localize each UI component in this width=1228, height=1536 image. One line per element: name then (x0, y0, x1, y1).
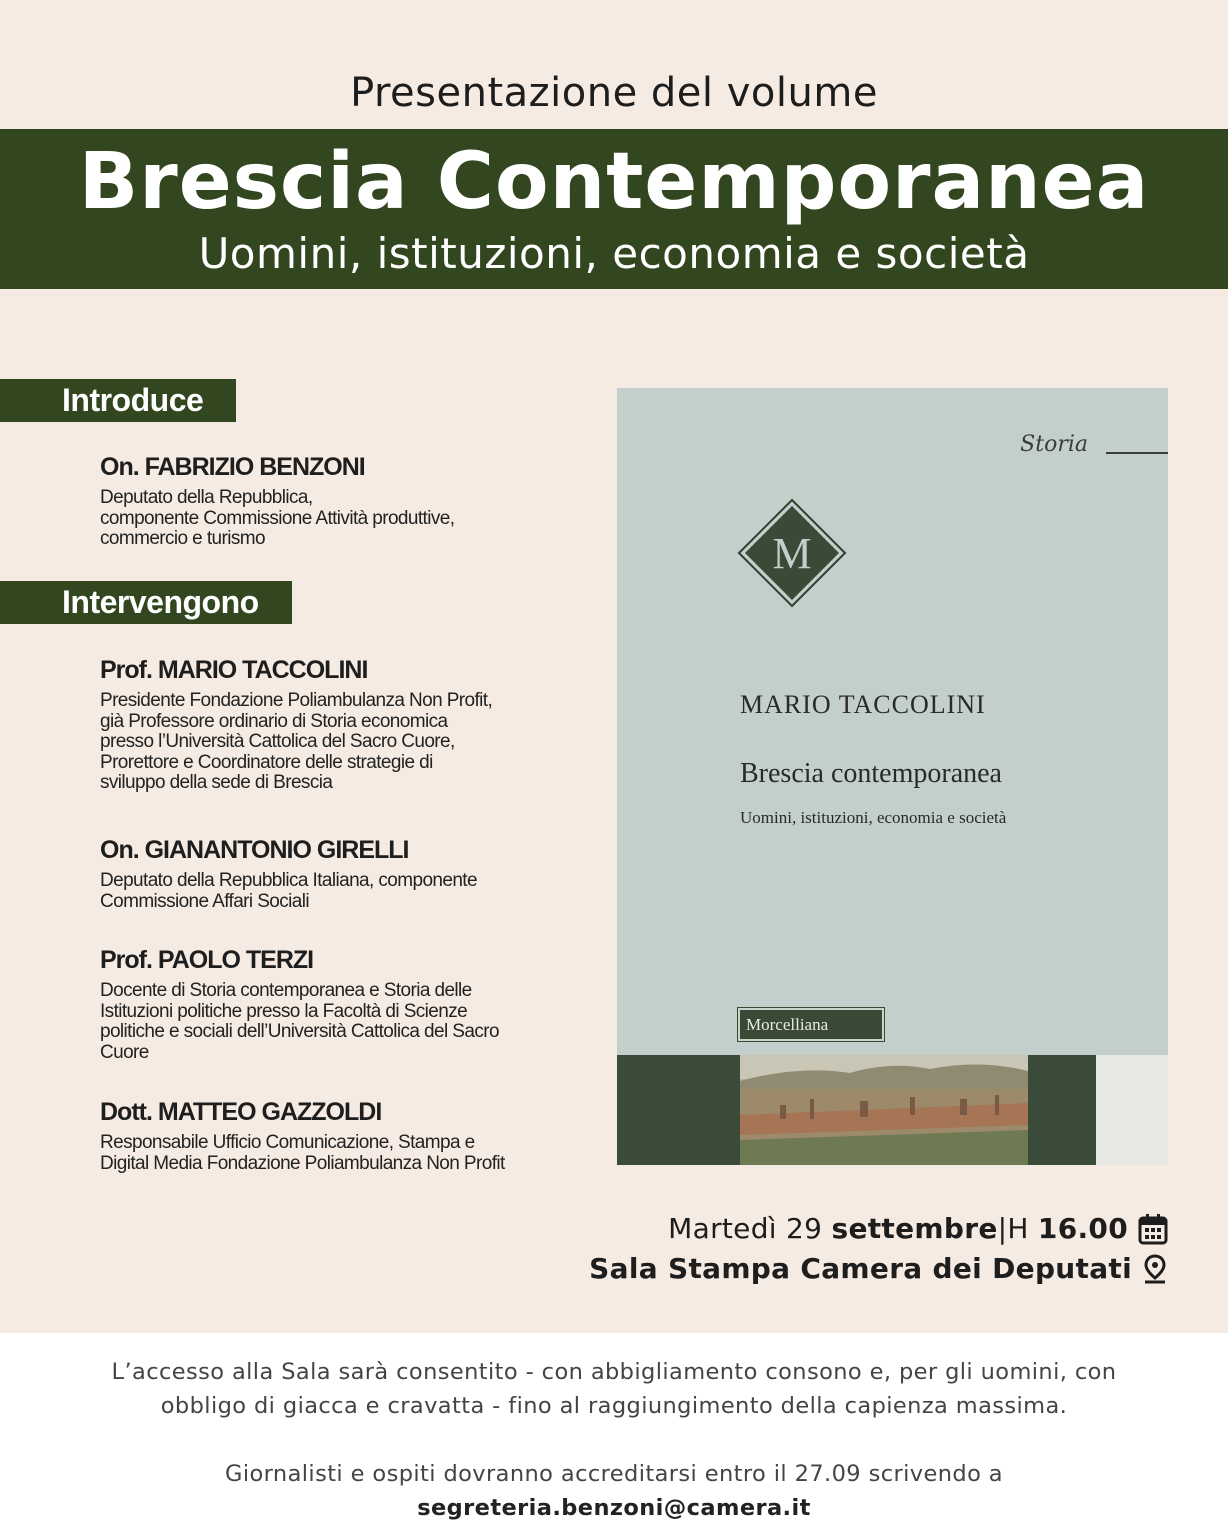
section-intervengono: Intervengono (0, 581, 292, 624)
section-introduce: Introduce (0, 379, 236, 422)
time-separator: |H (997, 1212, 1029, 1245)
cover-band-light (1096, 1055, 1168, 1165)
contact-email-link[interactable]: segreteria.benzoni@camera.it (417, 1495, 811, 1521)
speaker-role (100, 981, 580, 1063)
role-line: Presidente Fondazione Poliambulanza Non Profit, (100, 690, 493, 711)
logo-letter: M (772, 529, 812, 578)
role-line: Prorettore e Coordinatore delle strategie di (100, 751, 433, 773)
speaker-taccolini (100, 655, 580, 794)
speaker-gazzoldi (100, 1097, 580, 1174)
role-line: politiche e sociali dell’Università Cattolica del Sacro (100, 1021, 499, 1042)
event-day: Martedì 29 (668, 1212, 823, 1245)
book-subtitle: Uomini, istituzioni, economia e società (740, 808, 1007, 827)
book-author: MARIO TACCOLINI (740, 690, 986, 719)
book-cover (617, 388, 1168, 1165)
role-line: Istituzioni politiche presso la Facoltà di Scienze (100, 1000, 468, 1022)
role-line: Cuore (100, 1041, 149, 1063)
speaker-terzi (100, 945, 580, 1063)
speaker-name: On. GIANANTONIO GIRELLI (100, 836, 409, 864)
location-pin-icon (1142, 1254, 1168, 1284)
role-line: Deputato della Repubblica Italiana, componente (100, 870, 477, 891)
role-line: Responsabile Ufficio Comunicazione, Stampa e (100, 1132, 475, 1153)
calendar-icon (1138, 1213, 1168, 1245)
footer-notice (0, 1333, 1228, 1536)
speaker-name: Dott. MATTEO GAZZOLDI (100, 1098, 382, 1126)
speaker-role (100, 691, 580, 794)
event-time: 16.00 (1037, 1212, 1128, 1245)
role-line: presso l’Università Cattolica del Sacro Cuore, (100, 731, 455, 752)
speaker-name: On. FABRIZIO BENZONI (100, 453, 365, 481)
access-notice (0, 1355, 1228, 1423)
title-band (0, 129, 1228, 289)
publisher-logo-icon (735, 496, 849, 610)
accreditation-notice (0, 1457, 1228, 1525)
role-line: commercio e turismo (100, 528, 265, 549)
event-venue (589, 1252, 1168, 1285)
role-line: Commissione Affari Sociali (100, 890, 309, 912)
pre-title: Presentazione del volume (350, 70, 878, 116)
role-line: Digital Media Fondazione Poliambulanza Non Profit (100, 1152, 505, 1174)
role-line: già Professore ordinario di Storia economica (100, 710, 448, 732)
event-month: settembre (831, 1212, 998, 1245)
speaker-role (100, 1133, 580, 1174)
access-line: L’accesso alla Sala sarà consentito - con abbigliamento consono e, per gli uomini, con (111, 1359, 1117, 1385)
main-title: Brescia Contemporanea (78, 137, 1150, 227)
role-line: sviluppo della sede di Brescia (100, 772, 333, 793)
speaker-benzoni (100, 452, 580, 550)
role-line: Docente di Storia contemporanea e Storia delle (100, 980, 472, 1001)
city-painting-image (740, 1055, 1028, 1165)
event-date-time (668, 1212, 1168, 1245)
role-line: componente Commissione Attività produttive, (100, 507, 455, 529)
speaker-role (100, 488, 580, 550)
subtitle: Uomini, istituzioni, economia e società (198, 229, 1030, 278)
venue-label: Sala Stampa Camera dei Deputati (589, 1252, 1132, 1285)
book-publisher: Morcelliana (738, 1008, 884, 1041)
book-title: Brescia contemporanea (740, 758, 1002, 789)
series-rule (1106, 452, 1168, 454)
accredit-line: Giornalisti e ospiti dovranno accreditarsi entro il 27.09 scrivendo a (225, 1461, 1003, 1487)
role-line: Deputato della Repubblica, (100, 487, 313, 508)
book-series: Storia (1020, 432, 1088, 457)
speaker-role (100, 871, 580, 912)
access-line: obbligo di giacca e cravatta - fino al raggiungimento della capienza massima. (160, 1393, 1068, 1419)
speaker-name: Prof. MARIO TACCOLINI (100, 656, 368, 684)
speaker-name: Prof. PAOLO TERZI (100, 946, 314, 974)
speaker-girelli (100, 835, 580, 912)
